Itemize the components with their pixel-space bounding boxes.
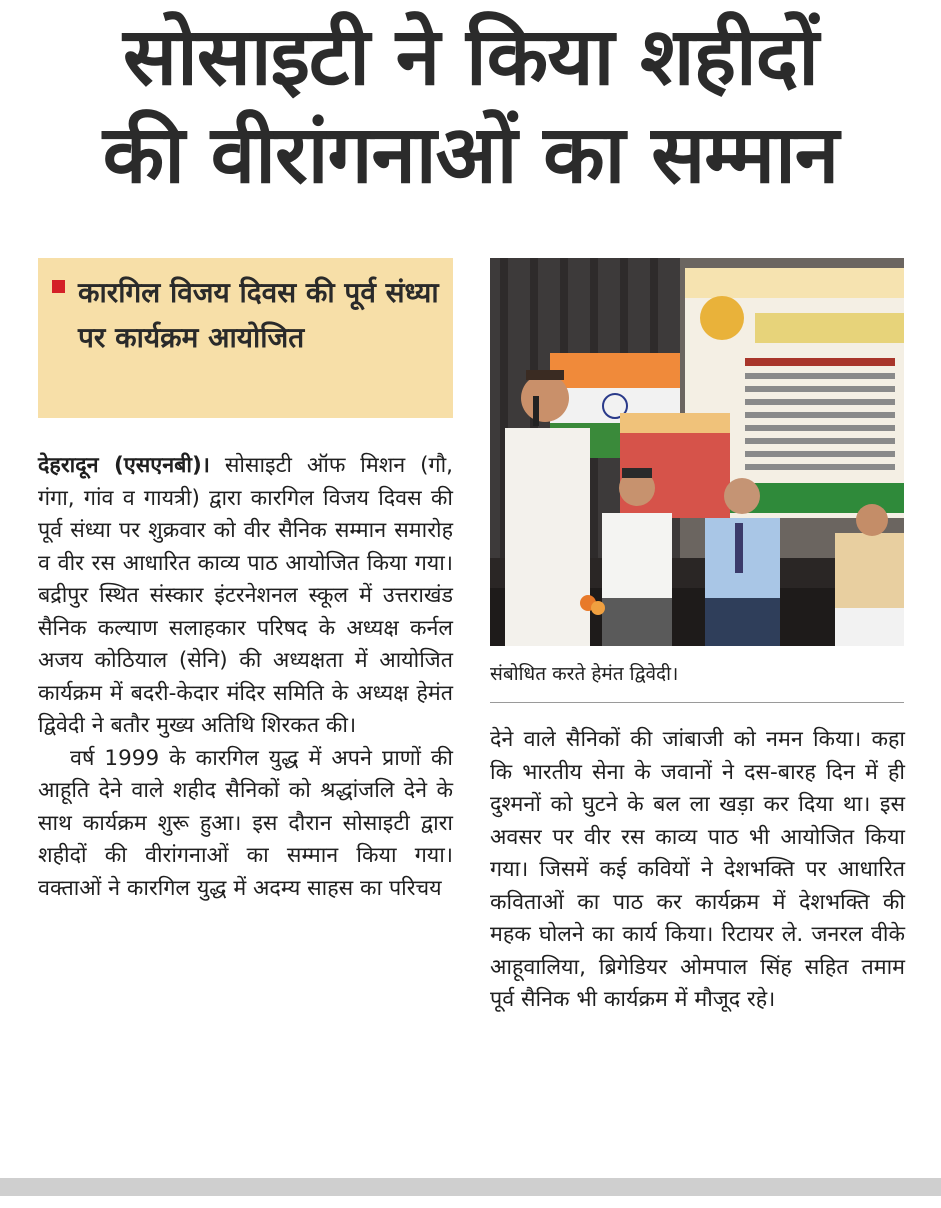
article-column-2 (490, 724, 905, 1017)
photo-caption: संबोधित करते हेमंत द्विवेदी। (490, 663, 679, 685)
article-column-1 (38, 450, 453, 905)
headline-line-2: की वीरांगनाओं का सम्मान (102, 108, 839, 201)
subheadline-box (38, 258, 453, 418)
page-footer-band (0, 1178, 941, 1196)
article-paragraph-2: वर्ष 1999 के कारगिल युद्ध में अपने प्राणों की आहूति देने वाले शहीद सैनिकों को श्रद्धांजलि देने के साथ कार्यक्रम शुरू हुआ। इस दौरान सोसाइटी द्वारा शहीदों की वीरांगनाओं का सम्मान किया गया। वक्ताओं ने कारगिल युद्ध में अदम्य साहस का परिचय (38, 745, 453, 901)
event-photo (490, 258, 904, 646)
article-paragraph-1: सोसाइटी ऑफ मिशन (गौ, गंगा, गांव व गायत्री) द्वारा कारगिल विजय दिवस की पूर्व संध्या पर शुक्रवार को वीर सैनिक सम्मान समारोह व वीर रस आधारित काव्य पाठ आयोजित किया गया। बद्रीपुर स्थित संस्कार इंटरनेशनल स्कूल में उत्तराखंड सैनिक कल्याण सलाहकार परिषद के अध्यक्ष कर्नल अजय कोठियाल (सेनि) की अध्यक्षता में आयोजित कार्यक्रम में बदरी-केदार मंदिर समिति के अध्यक्ष हेमंत द्विवेदी ने बतौर मुख्य अतिथि शिरकत की। (38, 453, 453, 738)
subheadline-text: कारगिल विजय दिवस की पूर्व संध्या पर कार्यक्रम आयोजित (78, 276, 439, 354)
dateline: देहरादून (एसएनबी)। (38, 453, 210, 478)
red-square-bullet-icon (52, 280, 65, 293)
headline (0, 8, 941, 204)
caption-divider (490, 702, 904, 703)
article-paragraph-3: देने वाले सैनिकों की जांबाजी को नमन किया। कहा कि भारतीय सेना के जवानों ने दस-बारह दिन में ही दुश्मनों को घुटने के बल ला खड़ा कर दिया था। इस अवसर पर वीर रस काव्य पाठ भी आयोजित किया गया। जिसमें कई कवियों ने देशभक्ति पर आधारित कविताओं का पाठ कर कार्यक्रम में देशभक्ति की महक घोलने का कार्य किया। रिटायर ले. जनरल वीके आहूवालिया, ब्रिगेडियर ओमपाल सिंह सहित तमाम पूर्व सैनिक भी कार्यक्रम में मौजूद रहे। (490, 727, 905, 1012)
headline-line-1: सोसाइटी ने किया शहीदों (123, 10, 818, 103)
